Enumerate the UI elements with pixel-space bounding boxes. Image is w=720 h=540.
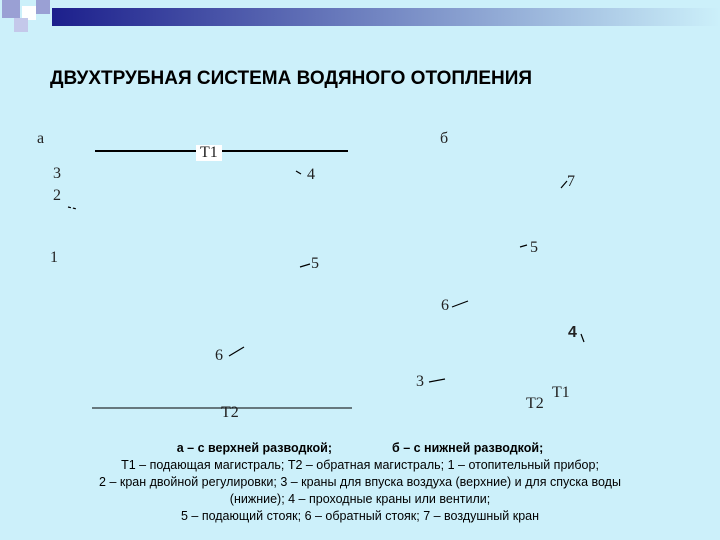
label-b-7: 7 xyxy=(567,173,575,190)
banner-square-2 xyxy=(22,6,36,20)
label-a-2: 2 xyxy=(53,187,61,204)
leader-a5 xyxy=(300,264,310,267)
label-a-3: 3 xyxy=(53,165,61,182)
banner-square-1 xyxy=(2,0,20,18)
caption-head-b: б – с нижней разводкой; xyxy=(392,441,544,455)
leader-a4 xyxy=(296,171,301,174)
caption-head-a: а – с верхней разводкой; xyxy=(176,441,332,455)
label-a-4: 4 xyxy=(307,166,315,183)
leader-b4 xyxy=(581,334,584,342)
label-b-3: 3 xyxy=(416,373,424,390)
banner-square-3 xyxy=(36,0,50,14)
label-a-1: 1 xyxy=(50,249,58,266)
label-b-6: 6 xyxy=(441,297,449,314)
caption-heads xyxy=(30,440,690,457)
leader-a2 xyxy=(68,207,77,209)
leader-b3 xyxy=(429,379,445,382)
label-a-6: 6 xyxy=(215,347,223,364)
label-b-4: 4 xyxy=(568,324,577,341)
return-main-label-a: Т2 xyxy=(221,404,239,421)
leader-a6 xyxy=(229,347,244,356)
figure-caption xyxy=(30,440,690,525)
banner-square-4 xyxy=(14,18,28,32)
supply-main-label-b: Т1 xyxy=(552,384,570,401)
leader-b6 xyxy=(452,301,468,307)
label-a-5: 5 xyxy=(311,255,319,272)
diagram-a-label: а xyxy=(37,130,45,147)
supply-main-label-a: Т1 xyxy=(196,145,222,161)
label-b-5: 5 xyxy=(530,239,538,256)
top-banner xyxy=(0,0,720,32)
slide-title: ДВУХТРУБНАЯ СИСТЕМА ВОДЯНОГО ОТОПЛЕНИЯ xyxy=(50,68,533,89)
caption-line-1: Т1 – подающая магистраль; Т2 – обратная магистраль; 1 – отопительный прибор; xyxy=(121,458,599,472)
return-main-label-b: Т2 xyxy=(526,395,544,412)
caption-line-4: 5 – подающий стояк; 6 – обратный стояк; 7 – воздушный кран xyxy=(180,509,540,523)
leader-b5 xyxy=(520,245,527,247)
caption-line-2: 2 – кран двойной регулировки; 3 – краны для впуска воздуха (верхние) и для спуска воды xyxy=(99,475,621,489)
diagram-b-label: б xyxy=(440,130,449,147)
caption-line-3: (нижние); 4 – проходные краны или вентили; xyxy=(229,492,491,506)
